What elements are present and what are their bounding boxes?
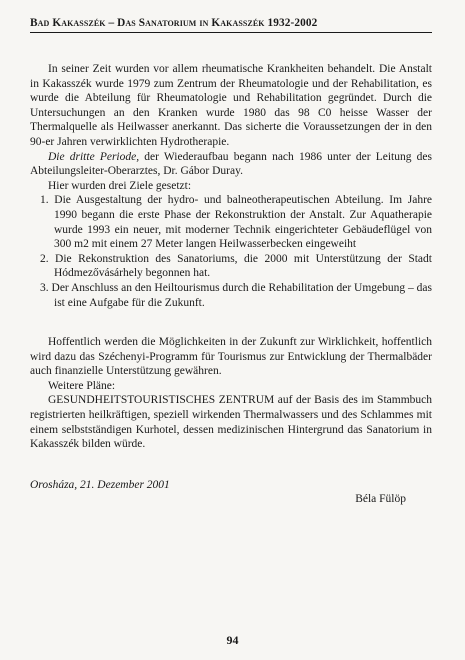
list-item: 3. Der Anschluss an den Heiltourismus durch die Rehabilitation der Umgebung – das ist eine Aufgabe für die Zukunft. xyxy=(40,281,432,309)
paragraph: GESUNDHEITSTOURISTISCHES ZENTRUM auf der Basis des im Stammbuch registrierten heilkräftigen, speziell wirkenden Thermalwassers und des Schlammes mit einem selbstständigen Kurhotel, dessen medizinischen Hintergrund das Sanatorium in Kakasszék bilden würde. xyxy=(30,394,432,451)
running-header: Bad Kakasszék – Das Sanatorium in Kakasszék 1932-2002 xyxy=(30,17,432,33)
italic-phrase: Die dritte Periode, xyxy=(48,150,140,163)
paragraph xyxy=(30,150,432,179)
spacer xyxy=(30,452,432,478)
signature: Béla Fülöp xyxy=(355,493,406,506)
paragraph: Hier wurden drei Ziele gesetzt: xyxy=(48,179,192,192)
list-item: 2. Die Rekonstruktion des Sanatoriums, die 2000 mit Unterstützung der Stadt Hódmezővásárhely begonnen hat. xyxy=(40,252,432,280)
paragraph: Hoffentlich werden die Möglichkeiten in der Zukunft zur Wirklichkeit, hoffentlich wird dazu das Széchenyi-Programm für Tourismus zur Entwicklung der Thermalbäder auch finanzielle Unterstützung gewähren. xyxy=(30,336,432,378)
place-date: Orosháza, 21. Dezember 2001 xyxy=(30,478,170,491)
body-text xyxy=(30,62,432,507)
paragraph: In seiner Zeit wurden vor allem rheumatische Krankheiten behandelt. Die Anstalt in Kakasszék wurde 1979 zum Zentrum der Rheumatologie und der Rehabilitation, es wurde die Abteilung für Rheumatologie und Rehabilitation gegründet. Durch die Untersuchungen an den Kranken wurde 1980 das 98 C0 heisse Wasser der Thermalquelle als Heilwasser anerkannt. Das sicherte die Voraussetzungen der in den 90-er Jahren verwirklichten Hydrotherapie. xyxy=(30,63,432,148)
paragraph-text: der Wiederaufbau begann nach 1986 unter der Leitung des Abteilungsleiter-Oberarztes, Dr. Gábor Duray. xyxy=(30,150,432,178)
page-number: 94 xyxy=(226,633,239,647)
spacer xyxy=(30,310,432,335)
list-item: 1. Die Ausgestaltung der hydro- und balneotherapeutischen Abteilung. Im Jahre 1990 begann die erste Phase der Rekonstruktion der Anstalt. Zur Aquatherapie wurde 1993 ein neuer, mit moderner Technik eingerichteter Gebäudeflügel von 300 m2 mit einem 27 Meter langen Heilwasserbecken eingeweiht xyxy=(40,194,432,251)
paragraph: Weitere Pläne: xyxy=(48,379,116,392)
